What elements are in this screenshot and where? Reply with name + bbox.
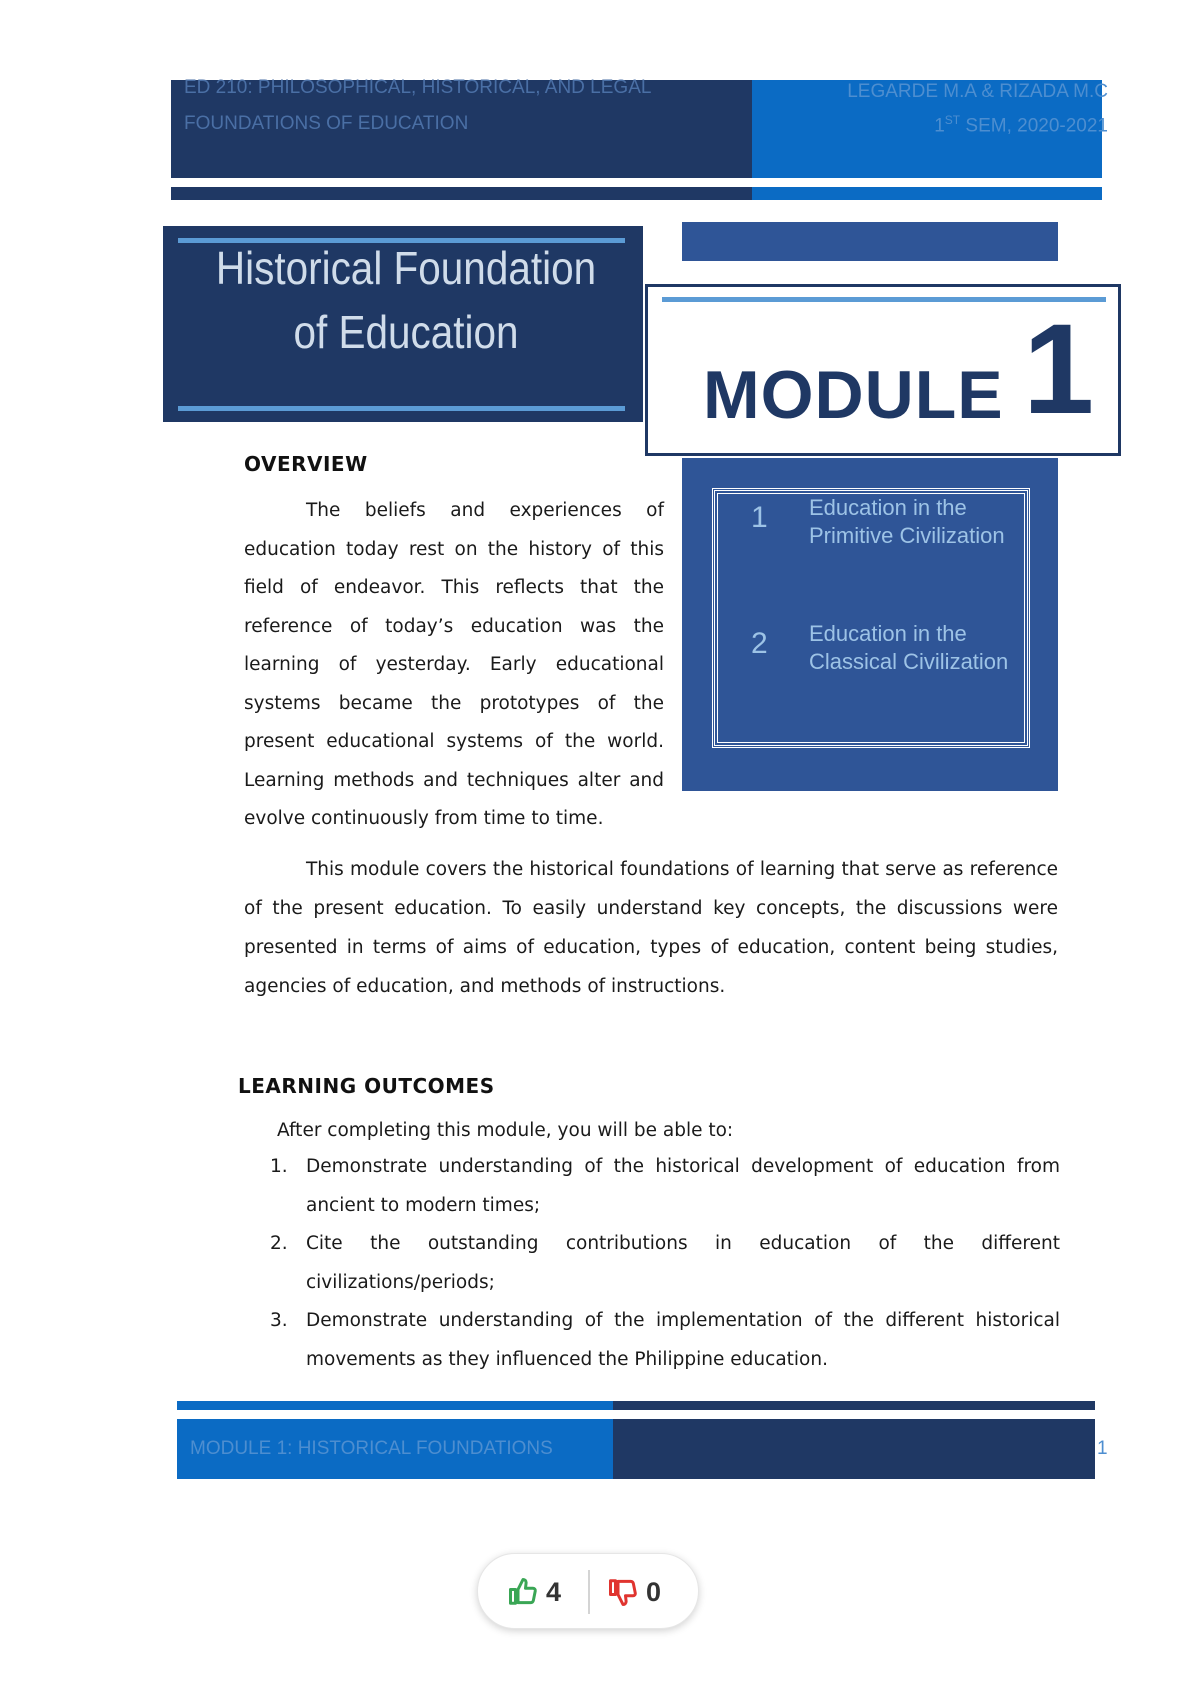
contents-panel [682,458,1058,791]
downvote-count: 0 [646,1576,662,1607]
module-number: 1 [1023,298,1095,441]
contents-frame [712,488,1030,748]
toc-item-1-line1: Education in the [809,495,967,520]
module-box [645,284,1121,456]
learning-outcomes-heading: LEARNING OUTCOMES [238,1074,495,1098]
vote-widget [477,1553,699,1629]
module-label: MODULE [703,357,1004,433]
list-item [270,1225,1060,1302]
semester-number: 1 [934,115,945,137]
title-bar-bottom [178,406,625,411]
toc-item-2-line1: Education in the [809,621,967,646]
footer-label: MODULE 1: HISTORICAL FOUNDATIONS [190,1438,553,1459]
thumbs-down-icon [608,1577,638,1607]
learning-outcomes-intro: After completing this module, you will be able to: [277,1120,734,1141]
list-item-text: Demonstrate understanding of the historical development of education from ancient to modern times; [306,1156,1060,1216]
semester-rest: SEM, 2020-2021 [960,115,1108,137]
toc-item-2-number: 2 [751,627,768,660]
course-title-line1: ED 210: PHILOSOPHICAL, HISTORICAL, AND LEGAL [184,77,652,98]
thumbs-up-icon [508,1577,538,1607]
list-item-number: 2. [270,1233,288,1254]
list-item [270,1148,1060,1225]
toc-item-1-label [809,494,1005,550]
upvote-count: 4 [546,1576,562,1607]
semester-suffix: ST [944,113,961,127]
semester [748,106,1108,140]
header-rule-left [171,187,752,200]
course-title-line2: FOUNDATIONS OF EDUCATION [184,113,469,134]
list-item-number: 3. [270,1310,288,1331]
learning-outcomes-list [270,1148,1060,1379]
upvote-button[interactable] [508,1574,561,1610]
vote-separator [588,1570,590,1614]
footer-rule-right [613,1401,1095,1410]
overview-heading: OVERVIEW [244,452,368,476]
list-item-text: Cite the outstanding contributions in education of the different civilizations/periods; [306,1233,1060,1293]
list-item [270,1302,1060,1379]
title-block [163,226,643,422]
module-top-bar [682,222,1058,261]
overview-paragraph-2: This module covers the historical foundations of learning that serve as reference of the present education. To easily understand key concepts, the discussions were presented in terms of aims of education, types of education, content being studies, agencies of education, and methods of instructions. [244,859,1058,997]
page-title-line1: Historical Foundation [215,242,597,294]
authors: LEGARDE M.A & RIZADA M.C [847,81,1108,102]
page-number: 1 [1097,1438,1108,1459]
toc-item-1-line2: Primitive Civilization [809,523,1005,548]
toc-item-1-number: 1 [751,501,768,534]
page-title [192,236,620,364]
page-title-line2: of Education [293,306,519,358]
toc-item-2-line2: Classical Civilization [809,649,1009,674]
header-rule-right [752,187,1102,200]
header-authors-block [748,77,1108,140]
course-title [184,70,744,142]
toc-item-2-label [809,620,1008,676]
footer-band-right [613,1419,1095,1479]
list-item-text: Demonstrate understanding of the implementation of the different historical movements as they influenced the Philippine education. [306,1310,1060,1370]
list-item-number: 1. [270,1156,288,1177]
footer-rule-left [177,1401,613,1410]
overview-paragraph-1: The beliefs and experiences of education today rest on the history of this field of endeavor. This reflects that the reference of today’s education was the learning of yesterday. Early educational systems became the prototypes of the present educational systems of the world. Learning methods and techniques alter and evolve continuously from time to time. [244,500,664,829]
downvote-button[interactable] [608,1574,661,1610]
